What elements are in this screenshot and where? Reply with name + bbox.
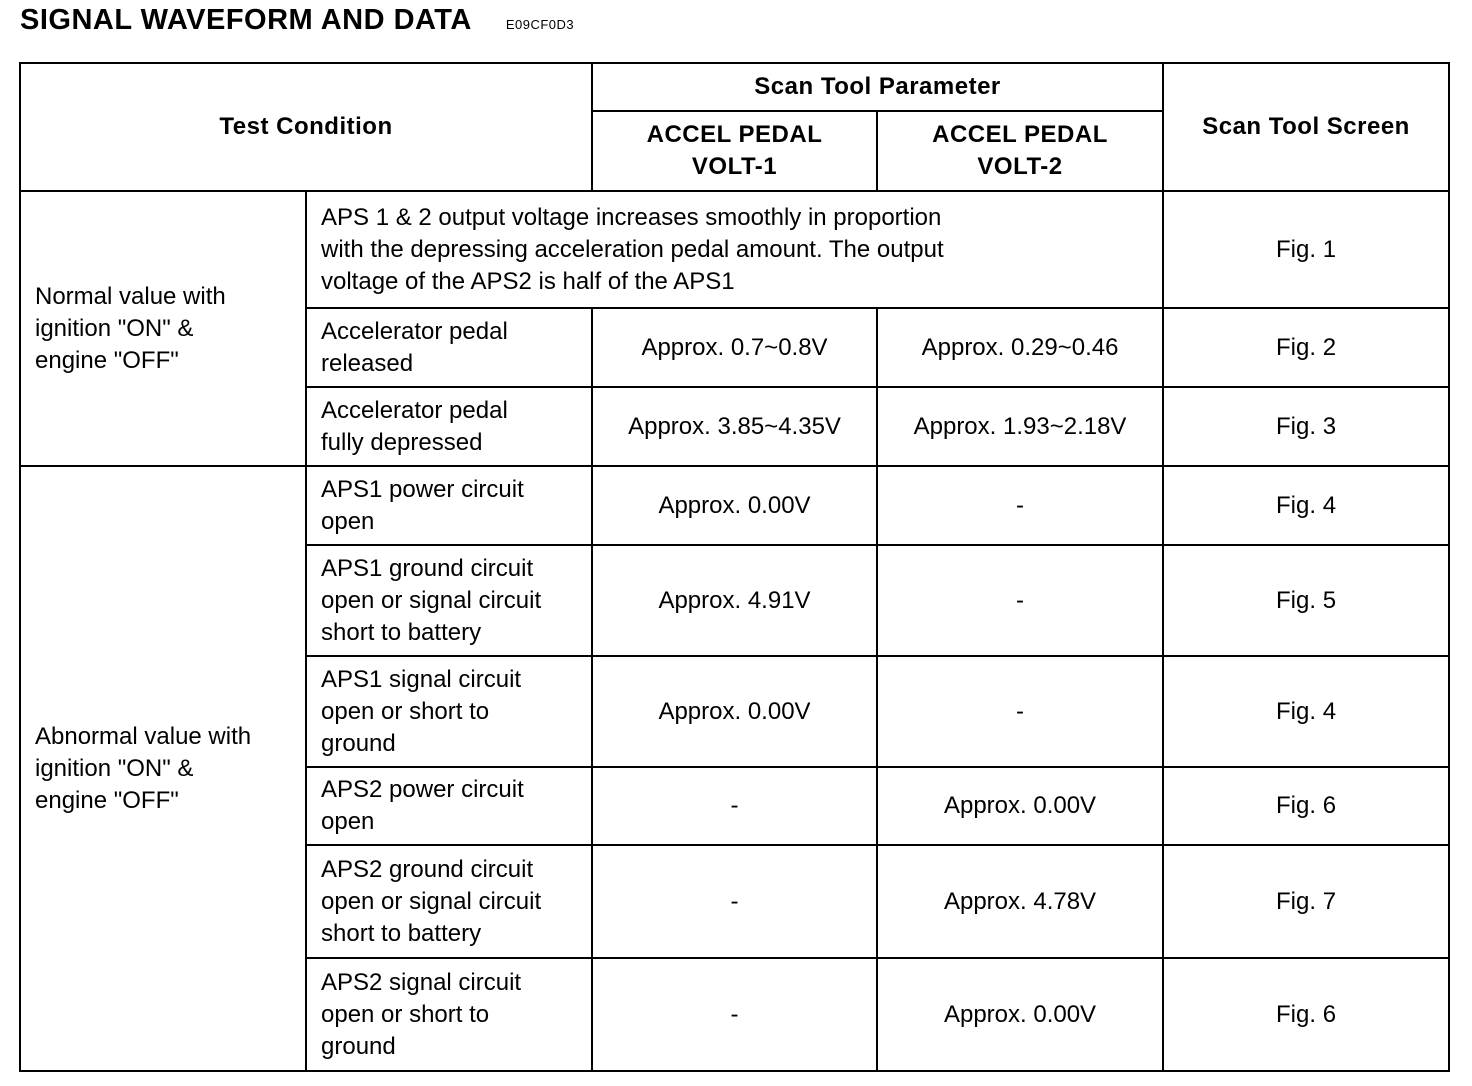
volt-1-value: - [592,767,877,845]
volt-2-value: Approx. 0.29~0.46 [877,308,1163,387]
row-condition: APS2 signal circuit open or short to ground [306,958,592,1071]
volt-2-value: - [877,545,1163,656]
group-abnormal-condition: Abnormal value with ignition "ON" & engine "OFF" [20,466,306,1071]
fig-reference: Fig. 1 [1163,191,1449,308]
volt-2-value: Approx. 0.00V [877,767,1163,845]
row-condition: Accelerator pedal released [306,308,592,387]
page-title: SIGNAL WAVEFORM AND DATA [20,4,472,36]
table-row [20,466,1449,545]
volt-2-value: Approx. 0.00V [877,958,1163,1071]
volt-2-value: Approx. 4.78V [877,845,1163,958]
volt-1-value: Approx. 0.00V [592,466,877,545]
volt-1-value: Approx. 4.91V [592,545,877,656]
fig-reference: Fig. 6 [1163,767,1449,845]
volt-2-value: - [877,656,1163,767]
row-condition: APS2 ground circuit open or signal circuit short to battery [306,845,592,958]
row-condition: Accelerator pedal fully depressed [306,387,592,466]
table-row [20,191,1449,308]
header-scan-tool-screen: Scan Tool Screen [1163,63,1449,191]
fig-reference: Fig. 4 [1163,656,1449,767]
row-condition: APS2 power circuit open [306,767,592,845]
header-accel-pedal-volt-1: ACCEL PEDAL VOLT-1 [592,111,877,191]
signal-data-table [19,62,1450,1072]
header-test-condition: Test Condition [20,63,592,191]
group-normal-condition: Normal value with ignition "ON" & engine "OFF" [20,191,306,466]
fig-reference: Fig. 4 [1163,466,1449,545]
fig-reference: Fig. 7 [1163,845,1449,958]
fig-reference: Fig. 6 [1163,958,1449,1071]
fig-reference: Fig. 2 [1163,308,1449,387]
volt-1-value: - [592,958,877,1071]
volt-2-value: - [877,466,1163,545]
volt-2-value: Approx. 1.93~2.18V [877,387,1163,466]
row-description: APS 1 & 2 output voltage increases smoothly in proportion with the depressing acceleration pedal amount. The output voltage of the APS2 is half of the APS1 [306,191,1163,308]
row-condition: APS1 power circuit open [306,466,592,545]
volt-1-value: Approx. 0.00V [592,656,877,767]
fig-reference: Fig. 3 [1163,387,1449,466]
document-code: E09CF0D3 [505,17,575,32]
row-condition: APS1 signal circuit open or short to ground [306,656,592,767]
row-condition: APS1 ground circuit open or signal circuit short to battery [306,545,592,656]
volt-1-value: Approx. 3.85~4.35V [592,387,877,466]
header-accel-pedal-volt-2: ACCEL PEDAL VOLT-2 [877,111,1163,191]
fig-reference: Fig. 5 [1163,545,1449,656]
volt-1-value: - [592,845,877,958]
header-row-1 [20,63,1449,111]
header-scan-tool-parameter: Scan Tool Parameter [592,63,1163,111]
page-header [20,4,574,44]
volt-1-value: Approx. 0.7~0.8V [592,308,877,387]
